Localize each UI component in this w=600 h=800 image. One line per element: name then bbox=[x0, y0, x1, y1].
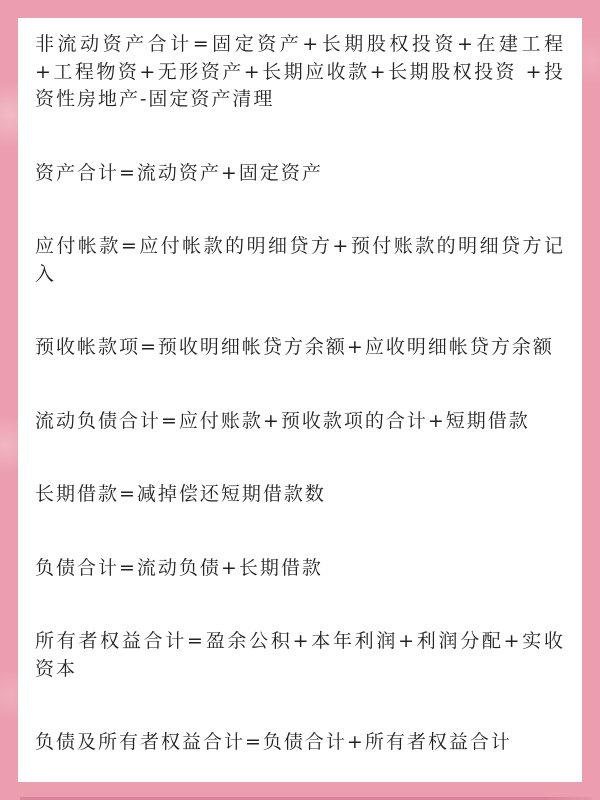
formula-long-term-loans: 长期借款=减掉偿还短期借款数 bbox=[35, 483, 326, 505]
formula-owners-equity-total: 所有者权益合计=盈余公积+本年利润+利润分配+实收资本 bbox=[35, 630, 565, 680]
formula-accounts-payable: 应付帐款=应付帐款的明细贷方+预付账款的明细贷方记入 bbox=[35, 235, 565, 285]
formula-assets-total: 资产合计=流动资产+固定资产 bbox=[35, 161, 323, 184]
formula-advance-receipts: 预收帐款项=预收明细帐贷方余额+应收明细帐贷方余额 bbox=[35, 336, 554, 358]
formula-list bbox=[18, 18, 582, 757]
formula-liabilities-and-equity-total: 负债及所有者权益合计=负债合计+所有者权益合计 bbox=[35, 731, 512, 753]
formula-liabilities-total: 负债合计=流动负债+长期借款 bbox=[35, 556, 323, 579]
formula-current-liabilities-total: 流动负债合计=应付账款+预收款项的合计+短期借款 bbox=[35, 409, 530, 432]
formula-card bbox=[18, 18, 582, 782]
formula-noncurrent-assets-total: 非流动资产合计=固定资产+长期股权投资+在建工程+工程物资+无形资产+长期应收款+长期股权投资 +投资性房地产-固定资产清理 bbox=[35, 33, 565, 110]
